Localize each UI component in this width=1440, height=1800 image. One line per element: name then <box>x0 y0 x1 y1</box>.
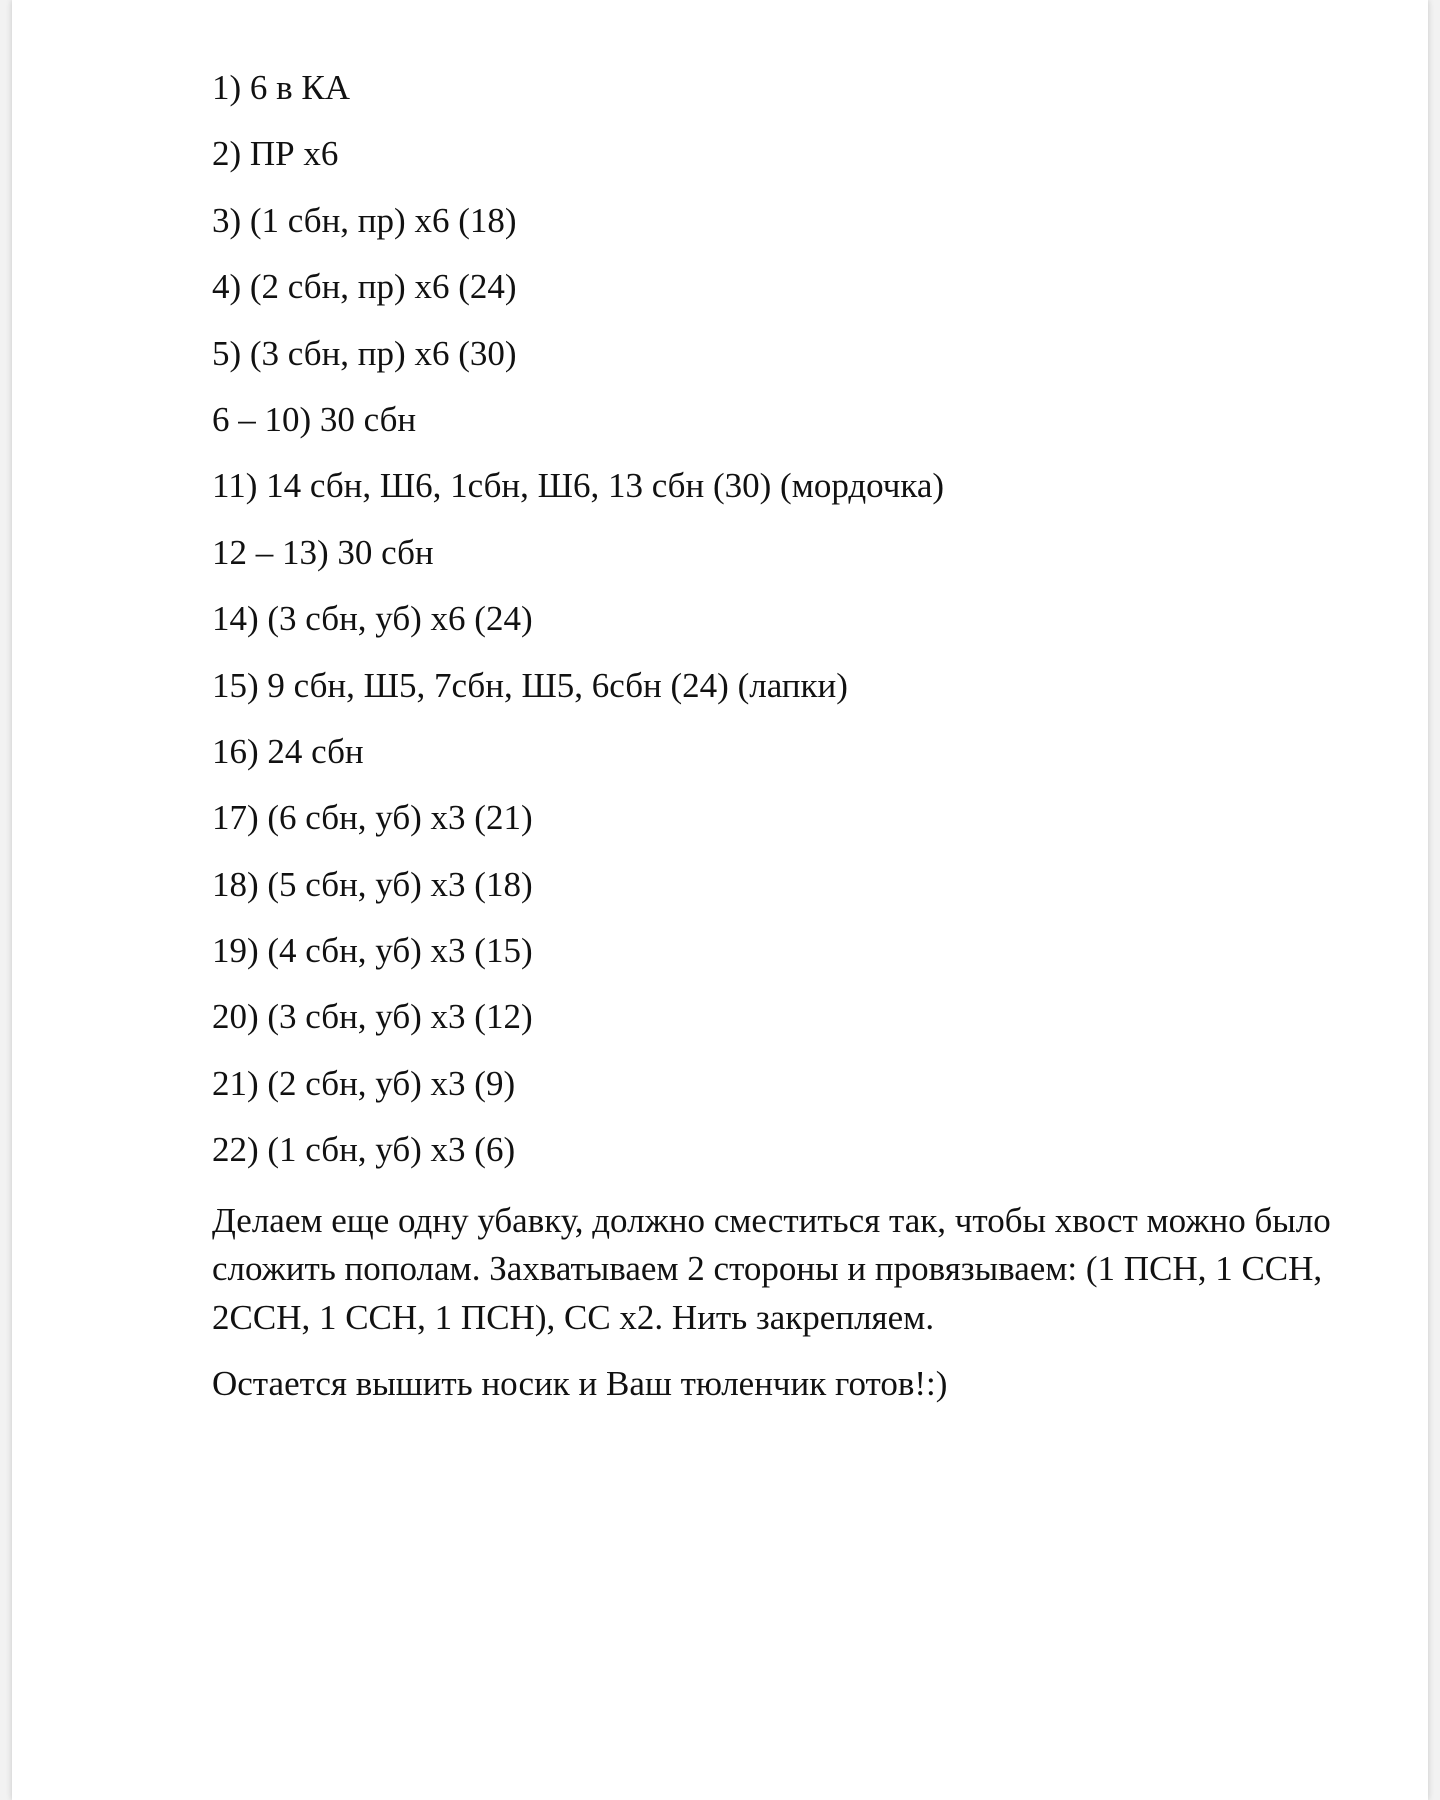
pattern-row-20: 20) (3 сбн, уб) х3 (12) <box>212 997 533 1037</box>
pattern-row-6-10: 6 – 10) 30 сбн <box>212 399 417 439</box>
pattern-row-21: 21) (2 сбн, уб) х3 (9) <box>212 1063 516 1103</box>
pattern-row-3: 3) (1 сбн, пр) х6 (18) <box>212 200 517 240</box>
pattern-row-11: 11) 14 сбн, Ш6, 1сбн, Ш6, 13 сбн (30) (мордочка) <box>212 466 945 506</box>
pattern-row-2: 2) ПР х6 <box>212 134 339 174</box>
pattern-row-17: 17) (6 сбн, уб) х3 (21) <box>212 798 533 838</box>
finishing-paragraph: Делаем еще одну убавку, должно сместиться так, чтобы хвост можно было сложить пополам. Захватываем 2 стороны и провязываем: (1 ПСН, 1 ССН, 2ССН, 1 ССН, 1 ПСН), СС х2. Нить закрепляем. <box>212 1200 1331 1337</box>
document-page <box>12 0 1428 1800</box>
pattern-instructions <box>212 68 1332 1409</box>
pattern-row-1: 1) 6 в КА <box>212 68 351 107</box>
pattern-row-18: 18) (5 сбн, уб) х3 (18) <box>212 864 533 904</box>
pattern-row-16: 16) 24 сбн <box>212 731 364 771</box>
pattern-row-5: 5) (3 сбн, пр) х6 (30) <box>212 333 517 373</box>
pattern-row-14: 14) (3 сбн, уб) х6 (24) <box>212 599 533 639</box>
closing-paragraph: Остается вышить носик и Ваш тюленчик готов!:) <box>212 1364 948 1404</box>
pattern-row-19: 19) (4 сбн, уб) х3 (15) <box>212 931 533 971</box>
pattern-row-4: 4) (2 сбн, пр) х6 (24) <box>212 267 517 307</box>
pattern-row-22: 22) (1 сбн, уб) х3 (6) <box>212 1130 516 1170</box>
pattern-row-12-13: 12 – 13) 30 сбн <box>212 532 434 572</box>
pattern-row-15: 15) 9 сбн, Ш5, 7сбн, Ш5, 6сбн (24) (лапки) <box>212 665 848 705</box>
